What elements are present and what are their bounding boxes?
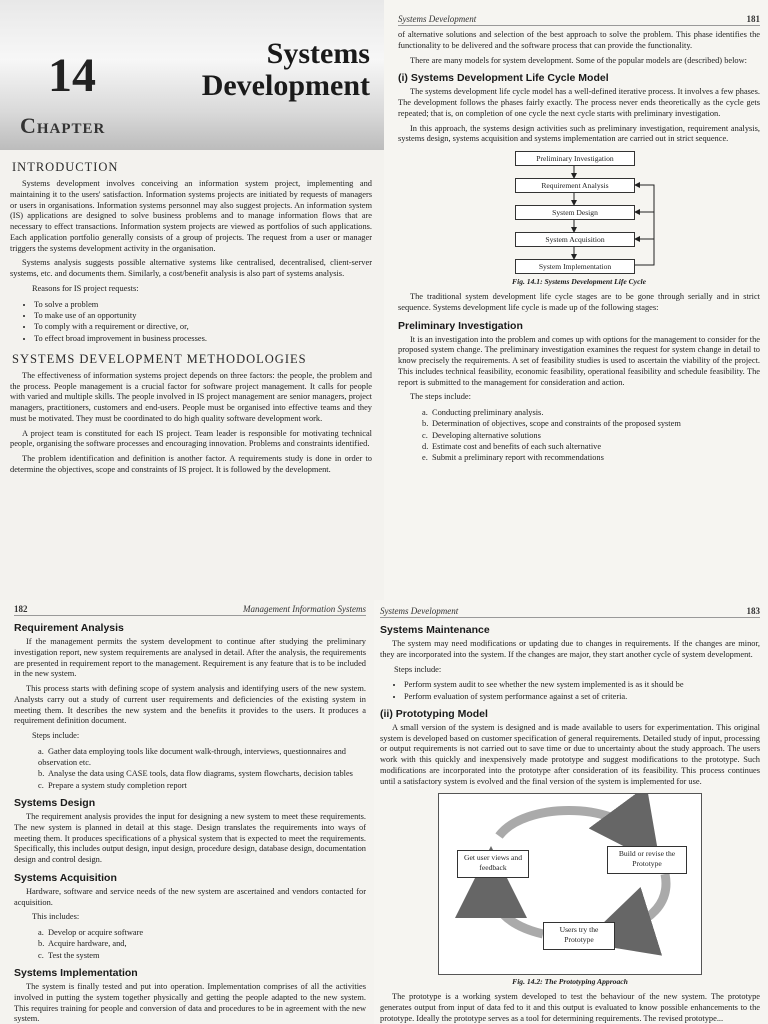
page-number: 182 <box>14 604 28 614</box>
step-item: c. Developing alternative solutions <box>422 430 541 440</box>
page-183 <box>374 600 768 1024</box>
preliminary-heading: Preliminary Investigation <box>398 319 523 332</box>
methodologies-paragraph-1: The effectiveness of information systems project depends on three factors: the people, the problem and the process. People management is a crucial factor for software project management. It calls for people with varied and multiple skills. The people involved in IS project management are senior managers, project managers, practitioners, customers and end-users. People must be organised into effective teams and they must be motivated. They must be coordinated to do high quality software development work. <box>10 370 372 423</box>
acquisition-paragraph: Hardware, software and service needs of the new system are ascertained and vendors contacted for acquisition. <box>14 886 366 907</box>
running-head-title: Systems Development <box>398 14 477 24</box>
running-head-title: Systems Development <box>380 606 459 616</box>
intro-paragraph-1: Systems development involves conceiving an information system project, implementing and maintaining it to the users' satisfaction. Information systems projects are initiated by requests of managers or users in organisations. Information systems personnel may also suggest projects. An information system (IS) applications are designed to solve business problems and to manage information flows that are necessary to effect transactions. Information system projects are viewed as portfolios of such applications. Each application portfolio generally consists of a group of projects. The request from a user or manager triggers the systems development activity in the organisation. <box>10 179 372 253</box>
page-181-right <box>384 0 768 600</box>
step-item: • Perform system audit to see whether the new system implemented is as it should be <box>404 679 760 690</box>
page-181 <box>0 0 384 600</box>
paragraph: of alternative solutions and selection of the best approach to solve the problem. This phase identifies the functionality to be delivered and the software process that can provide the functionality. <box>398 30 760 50</box>
proto-box-feedback: Get user views and feedback <box>457 850 529 878</box>
proto-box-build: Build or revise the Prototype <box>607 846 687 874</box>
maintenance-heading: Systems Maintenance <box>380 624 490 636</box>
design-heading: Systems Design <box>14 797 96 810</box>
requirement-paragraph-2: This process starts with defining scope of system analysis and identifying users of the new system. Analysts carry out a study of current user requirements and deficiencies of the existing system in meeting them. It describes the new system and the benefits it provides to the users. It produces a requirement definition document. <box>14 684 366 726</box>
chapter-header <box>0 0 384 150</box>
reason-item: • To solve a problem <box>34 299 372 310</box>
sdlc-box-design: System Design <box>515 205 635 220</box>
page-number: 183 <box>746 606 760 616</box>
sdlc-box-preliminary: Preliminary Investigation <box>515 151 635 166</box>
reasons-lead: Reasons for IS project requests: <box>32 283 139 293</box>
requirement-heading: Requirement Analysis <box>14 622 124 634</box>
step-item: c. Test the system <box>38 950 100 960</box>
paragraph: There are many models for system development. Some of the popular models are (described) below: <box>410 55 747 65</box>
running-head <box>398 14 760 26</box>
steps-lead: The steps include: <box>410 392 471 402</box>
step-item: b. Analyse the data using CASE tools, data flow diagrams, system flowcharts, decision tables <box>38 769 353 779</box>
step-item: b. Determination of objectives, scope and constraints of the proposed system <box>422 419 681 429</box>
maintenance-steps-lead: Steps include: <box>394 664 442 674</box>
running-head-title: Management Information Systems <box>243 604 366 614</box>
figure-caption: Fig. 14.2: The Prototyping Approach <box>512 977 628 987</box>
prototyping-paragraph-2: The prototype is a working system developed to test the behaviour of the new system. The prototype generates output from input of data fed to it and this output is evaluated to know possible enhancements to the prototype. Ideally the prototype serves as a tool for determining requirements. The revised prototype... <box>380 992 760 1023</box>
steps-list <box>422 407 760 464</box>
sdlc-heading: (i) Systems Development Life Cycle Model <box>398 72 609 85</box>
page-number: 181 <box>746 14 760 24</box>
running-head <box>14 604 366 616</box>
requirement-steps-list <box>38 746 366 791</box>
intro-heading: INTRODUCTION <box>12 160 119 174</box>
reason-item: • To make use of an opportunity <box>34 310 372 321</box>
prototyping-heading: (ii) Prototyping Model <box>380 707 488 720</box>
requirement-steps-lead: Steps include: <box>32 731 80 740</box>
acquisition-heading: Systems Acquisition <box>14 871 117 884</box>
methodologies-paragraph-3: The problem identification and definition is another factor. A requirements study is done in order to determine the objectives, scope and constraints of IS project. It is followed by the development. <box>10 454 372 474</box>
reasons-list <box>34 299 372 344</box>
step-item: d. Estimate cost and benefits of each such alternative <box>422 442 602 452</box>
prototyping-paragraph: A small version of the system is designed and is made available to users for experimentation. This original system is developed based on customer specification of general requirements. Detailed study of input, processing or output requirements is not carried out to save time or due to uncertainty about the study approach. The users work with this quickly and inexpensively made prototype and suggest modifications to the prototype. Such modifications are incorporated into the prototype after consideration of its feasibility. This process continues until a satisfactory system is evolved and the final version of the system is implemented for use. <box>380 722 760 786</box>
preliminary-paragraph: It is an investigation into the problem and comes up with options for the management to consider for the proposed system change. The preliminary investigation examines the request for system change in detail to know precisely the requirements. A set of feasibility studies is used to ascertain the viability of the project. This includes technical feasibility, economic feasibility, operational feasibility and schedule feasibility. The report is submitted to the management for consideration and action. <box>398 334 760 387</box>
prototyping-figure <box>438 793 702 975</box>
chapter-number: 14 <box>48 49 96 102</box>
step-item: • Perform evaluation of system performance against a set of criteria. <box>404 691 760 702</box>
sdlc-paragraph-1: The systems development life cycle model has a well-defined iterative process. It involves a few phases. The development follows the phases fairly exactly. The process never ends theoretically as the cycle gets repeated; that is, on completion of one cycle the next cycle starts with preliminary investigation. <box>398 87 761 118</box>
methodologies-heading: SYSTEMS DEVELOPMENT METHODOLOGIES <box>12 351 307 366</box>
step-item: a. Develop or acquire software <box>38 928 144 938</box>
paragraph: The traditional system development life cycle stages are to be gone through serially and in strict sequence. Systems development life cycle is made up of the following stages: <box>398 292 760 312</box>
sdlc-box-requirement: Requirement Analysis <box>515 178 635 193</box>
sdlc-box-implementation: System Implementation <box>515 259 635 274</box>
step-item: e. Submit a preliminary report with recommendations <box>422 453 604 463</box>
maintenance-steps-list <box>404 679 760 702</box>
step-item: c. Prepare a system study completion report <box>38 780 187 790</box>
figure-caption: Fig. 14.1: Systems Development Life Cycle <box>512 277 646 286</box>
step-item: a. Gather data employing tools like document walk-through, interviews, questionnaires and observation etc. <box>38 746 346 768</box>
reason-item: • To effect broad improvement in business processes. <box>34 333 372 344</box>
sdlc-paragraph-2: In this approach, the systems design activities such as preliminary investigation, requirement analysis, systems design, systems acquisition and systems implementation are carried out in strict sequence. <box>398 123 760 144</box>
maintenance-paragraph: The system may need modifications or updating due to changes in requirements. If the changes are minor, they are incorporated into the system. If the changes are major, they start another cycle of system development. <box>380 639 760 659</box>
chapter-title-line-2: Development <box>201 68 370 102</box>
requirement-paragraph-1: If the management permits the system development to continue after studying the preliminary investigation report, new system requirements are analysed in detail. After the analysis, the requirements are presented in requirement report to the management. Requirement is any feature that is to be included in the new system. <box>14 637 366 679</box>
sdlc-figure <box>479 151 679 275</box>
intro-paragraph-2: Systems analysis suggests possible alternative systems like centralised, decentralised, client-server systems, etc. and documents them. Similarly, a cost/benefit analysis is also part of systems analysis. <box>10 258 372 278</box>
page-182 <box>0 600 374 1024</box>
chapter-title <box>202 38 370 101</box>
implementation-heading: Systems Implementation <box>14 967 138 980</box>
design-paragraph: The requirement analysis provides the input for designing a new system to meet these requirements. The new system is planned in detail at this stage. Design translates the requirements into ways of meeting them. It produces specifications of a physical system that is expected to meet the requirements. Specifically, this includes output design, input design, procedure design, database design, documentation design and control design. <box>14 812 366 865</box>
sdlc-box-acquisition: System Acquisition <box>515 232 635 247</box>
reason-item: • To comply with a requirement or directive, or, <box>34 321 372 332</box>
step-item: b. Acquire hardware, and, <box>38 939 127 949</box>
chapter-title-line-1: Systems <box>266 37 370 70</box>
proto-box-try: Users try the Prototype <box>543 922 615 950</box>
acquisition-lead: This includes: <box>32 912 80 922</box>
methodologies-paragraph-2: A project team is constituted for each IS project. Team leader is responsible for motivating technical people, organising the software processes and encouraging innovation. Problems and constraints identified. <box>10 428 372 449</box>
running-head <box>380 606 760 618</box>
chapter-word: Chapter <box>20 113 106 138</box>
acquisition-list <box>38 927 366 961</box>
implementation-paragraph: The system is finally tested and put into operation. Implementation comprises of all the activities involved in putting the system together physically and getting the people adapted to the new system. This requires training for people and conversion of data and procedures to be in agreement with the new system. <box>14 982 366 1024</box>
step-item: a. Conducting preliminary analysis. <box>422 408 544 417</box>
